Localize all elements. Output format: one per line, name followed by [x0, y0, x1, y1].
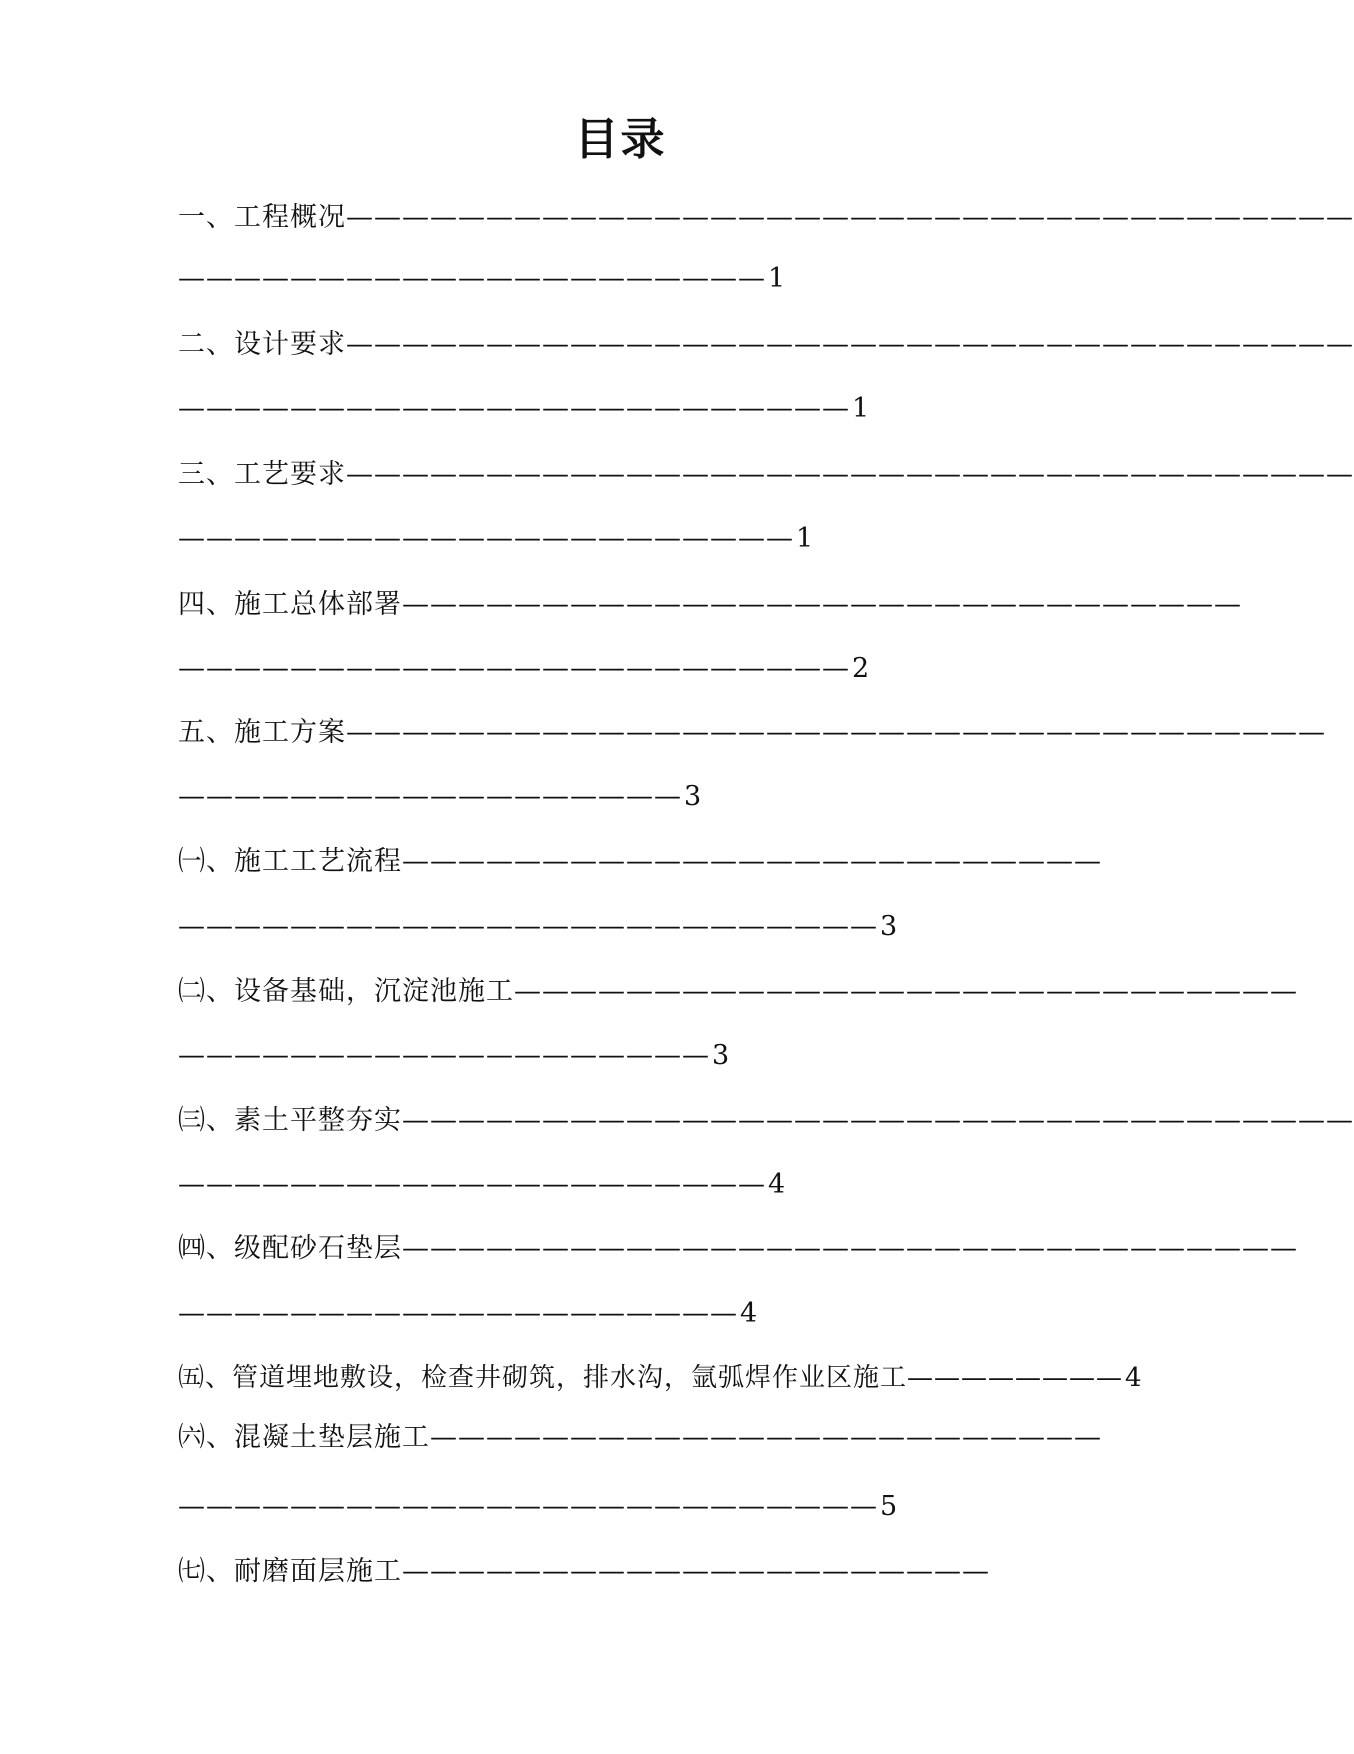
toc-entry-8-line2[interactable]	[178, 1168, 1118, 1202]
toc-entry-11-line2[interactable]	[178, 1490, 1118, 1524]
toc-entry-11-line1[interactable]	[178, 1421, 1118, 1455]
toc-page-number: 3	[880, 911, 898, 942]
toc-leader: —————————————————————————	[178, 1491, 878, 1522]
toc-entry-1-line1[interactable]	[178, 201, 1354, 235]
toc-leader: ———————————————————	[178, 1040, 710, 1071]
toc-entry-text: 一、工程概况————————————————————————————————————	[178, 202, 1354, 233]
toc-entry-5-line2[interactable]	[178, 780, 1118, 814]
toc-entry-12-line1[interactable]	[178, 1555, 1118, 1589]
toc-page-number: 3	[712, 1040, 730, 1071]
toc-leader: ————————————————————	[178, 1298, 738, 1329]
toc-entry-text: 四、施工总体部署——————————————————————————————	[178, 589, 1242, 620]
toc-entry-text: ㈥、混凝土垫层施工————————————————————————	[178, 1422, 1102, 1453]
toc-entry-3-line2[interactable]	[178, 522, 1118, 556]
toc-entry-text: 三、工艺要求————————————————————————————————————	[178, 459, 1354, 490]
toc-leader: ——————————————————————	[178, 523, 794, 554]
toc-entry-9-line1[interactable]	[178, 1232, 1298, 1266]
toc-entry-text: ㈦、耐磨面层施工—————————————————————	[178, 1556, 990, 1587]
toc-entry-6-line1[interactable]	[178, 845, 1118, 879]
toc-entry-1-line2[interactable]	[178, 262, 1118, 296]
toc-page-number: 2	[852, 653, 870, 684]
toc-leader: —————————————————————	[178, 263, 766, 294]
toc-leader: —————————————————————————	[178, 911, 878, 942]
toc-entry-text: ㈣、级配砂石垫层————————————————————————————————	[178, 1233, 1298, 1264]
toc-entry-6-line2[interactable]	[178, 910, 1118, 944]
toc-entry-7-line2[interactable]	[178, 1039, 1118, 1073]
toc-page-number: 1	[796, 523, 814, 554]
toc-leader: ——————————————————	[178, 781, 682, 812]
toc-entry-4-line2[interactable]	[178, 652, 1118, 686]
toc-entry-text: 二、设计要求————————————————————————————————————	[178, 329, 1354, 360]
toc-entry-5-line1[interactable]	[178, 716, 1326, 750]
toc-entry-10-line1[interactable]	[178, 1361, 1142, 1395]
toc-entry-8-line1[interactable]	[178, 1104, 1354, 1138]
toc-entry-7-line1[interactable]	[178, 975, 1298, 1009]
toc-page-number: 3	[684, 781, 702, 812]
toc-page-number: 1	[852, 393, 870, 424]
toc-page-number: 4	[1125, 1363, 1142, 1393]
toc-leader: —————————————————————	[178, 1169, 766, 1200]
toc-entry-9-line2[interactable]	[178, 1297, 1118, 1331]
toc-page-number: 4	[768, 1169, 786, 1200]
toc-entry-3-line1[interactable]	[178, 458, 1354, 492]
page-title: 目录	[574, 114, 667, 165]
toc-page-number: 1	[768, 263, 786, 294]
toc-page-number: 5	[880, 1491, 898, 1522]
toc-entry-2-line2[interactable]	[178, 392, 1118, 426]
toc-entry-4-line1[interactable]	[178, 588, 1242, 622]
toc-entry-text: 五、施工方案———————————————————————————————————	[178, 717, 1326, 748]
toc-entry-text: ㈠、施工工艺流程—————————————————————————	[178, 846, 1102, 877]
toc-leader: ————————————————————————	[178, 653, 850, 684]
toc-entry-2-line1[interactable]	[178, 328, 1354, 362]
toc-entry-text: ㈢、素土平整夯实——————————————————————————————————	[178, 1105, 1354, 1136]
toc-entry-text: ㈡、设备基础，沉淀池施工————————————————————————————	[178, 976, 1298, 1007]
toc-page-number: 4	[740, 1298, 758, 1329]
toc-entry-text: ㈤、管道埋地敷设，检查井砌筑，排水沟，氩弧焊作业区施工————————	[178, 1363, 1124, 1393]
toc-leader: ————————————————————————	[178, 393, 850, 424]
